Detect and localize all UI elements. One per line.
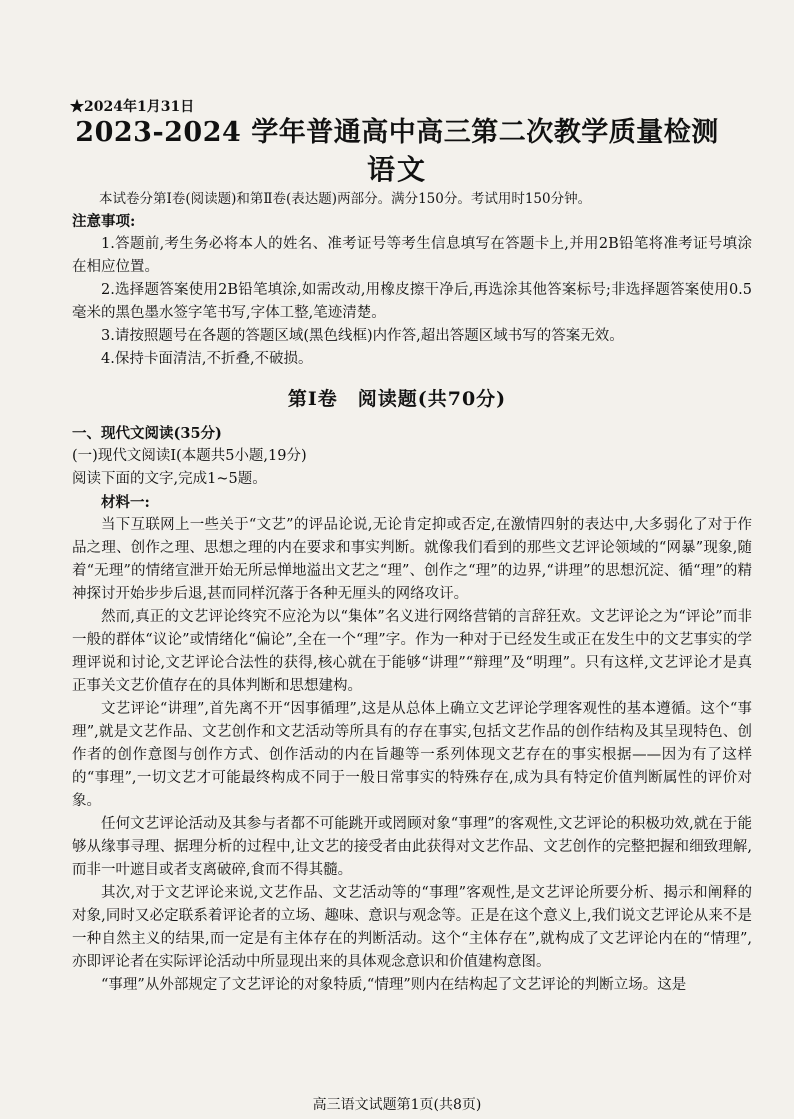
paragraph: 任何文艺评论活动及其参与者都不可能跳开或罔顾对象“事理”的客观性,文艺评论的积极功效,就在于能够从缘事寻理、据理分析的过程中,让文艺的接受者由此获得对文艺作品、文艺创作的完整把握和细致理解,而非一叶遮目或者支离破碎,食而不得其髓。 <box>72 816 752 878</box>
notice-block <box>72 210 752 371</box>
material-label: 材料一: <box>101 494 150 511</box>
paragraph: 当下互联网上一些关于“文艺”的评品论说,无论肯定抑或否定,在激情四射的表达中,大多弱化了对于作品之理、创作之理、思想之理的内在要求和事实判断。就像我们看到的那些文艺评论领域的“网暴”现象,随着“无理”的情绪宣泄开始无所忌惮地溢出文艺之“理”、创作之“理”的边界,“讲理”的思想沉淀、循“理”的精神探讨开始步步后退,甚而同样沉落于各种无厘头的网络攻讦。 <box>72 517 752 602</box>
notice-item: 2.选择题答案使用2B铅笔填涂,如需改动,用橡皮擦干净后,再选涂其他答案标号;非选择题答案使用0.5毫米的黑色墨水签字笔书写,字体工整,笔迹清楚。 <box>72 282 752 321</box>
exam-title: 2023-2024 学年普通高中高三第二次教学质量检测 <box>75 117 719 148</box>
exam-intro: 本试卷分第Ⅰ卷(阅读题)和第Ⅱ卷(表达题)两部分。满分150分。考试用时150分钟。 <box>99 191 592 207</box>
instruction: 阅读下面的文字,完成1~5题。 <box>72 471 267 487</box>
notice-item: 4.保持卡面清洁,不折叠,不破损。 <box>101 351 313 367</box>
page-footer: 高三语文试题第1页(共8页) <box>312 1097 482 1113</box>
reading-block <box>72 422 752 997</box>
subject-title: 语文 <box>366 153 427 186</box>
exam-date: ★2024年1月31日 <box>70 99 195 115</box>
intro-block <box>72 188 752 211</box>
paragraph: 然而,真正的文艺评论终究不应沦为以“集体”名义进行网络营销的言辞狂欢。文艺评论之为“评论”而非一般的群体“议论”或情绪化“偏论”,全在一个“理”字。作为一种对于已经发生或正在发生中的文艺事实的学理评说和讨论,文艺评论合法性的获得,核心就在于能够“讲理”“辩理”及“明理”。只有这样,文艺评论才是真正事关文艺价值存在的具体判断和思想建构。 <box>72 609 752 694</box>
paragraph: 其次,对于文艺评论来说,文艺作品、文艺活动等的“事理”客观性,是文艺评论所要分析、揭示和阐释的对象,同时又必定联系着评论者的立场、趣味、意识与观念等。正是在这个意义上,我们说文艺评论从来不是一种自然主义的结果,而一定是有主体存在的判断活动。这个“主体存在”,就构成了文艺评论内在的“情理”,亦即评论者在实际评论活动中所显现出来的具体观念意识和价值建构意图。 <box>72 885 752 970</box>
notice-heading: 注意事项: <box>72 213 136 230</box>
paragraph: “事理”从外部规定了文艺评论的对象特质,“情理”则内在结构起了文艺评论的判断立场。这是 <box>101 977 687 993</box>
notice-item: 3.请按照题号在各题的答题区域(黑色线框)内作答,超出答题区域书写的答案无效。 <box>101 328 624 344</box>
section-title: 第Ⅰ卷 阅读题(共70分) <box>287 388 507 410</box>
notice-item: 1.答题前,考生务必将本人的姓名、准考证号等考生信息填写在答题卡上,并用2B铅笔将准考证号填涂在相应位置。 <box>72 236 752 275</box>
part-heading: 一、现代文阅读(35分) <box>72 425 222 442</box>
paragraph: 文艺评论“讲理”,首先离不开“因事循理”,这是从总体上确立文艺评论学理客观性的基本遵循。这个“事理”,就是文艺作品、文艺创作和文艺活动等所具有的存在事实,包括文艺作品的创作结构及其呈现特色、创作者的创作意图与创作方式、创作活动的内在旨趣等一系列体现文艺存在的事实根据——因为有了这样的“事理”,一切文艺才可能最终构成不同于一般日常事实的特殊存在,成为具有特定价值判断属性的评价对象。 <box>72 701 752 809</box>
sub-heading: (一)现代文阅读Ⅰ(本题共5小题,19分) <box>72 448 307 464</box>
